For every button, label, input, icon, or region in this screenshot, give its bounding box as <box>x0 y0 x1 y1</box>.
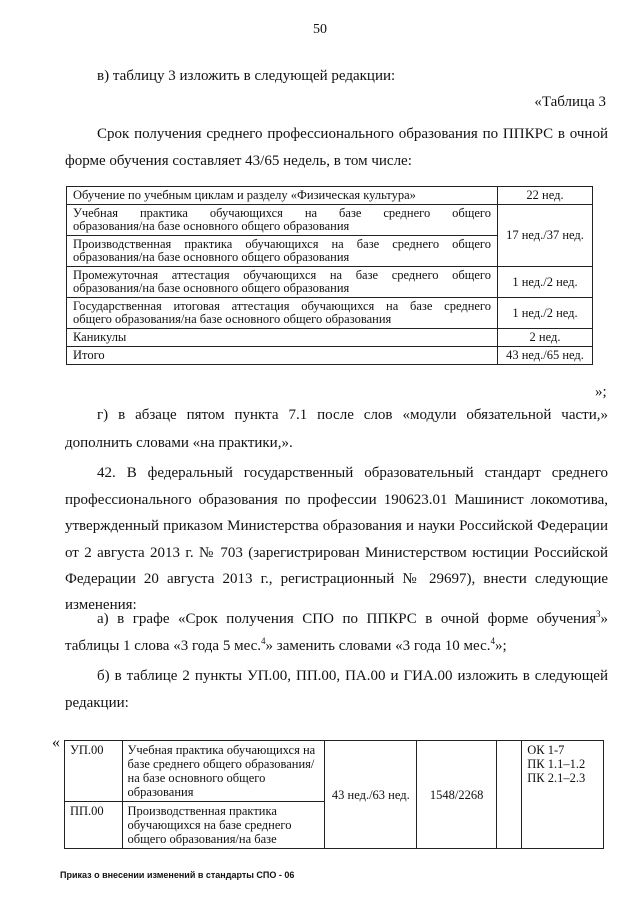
table-row <box>67 347 593 365</box>
text-cell: Учебная практика обучающихся на базе среднего общего образования/на базе основного общего образования <box>122 741 325 802</box>
row-value: 1 нед./2 нед. <box>498 267 593 298</box>
row-label <box>67 236 498 267</box>
label-line: общего образования/на базе основного общего образования <box>73 312 392 326</box>
para-g-line2: дополнить словами «на практики,». <box>65 435 293 451</box>
table-row <box>65 741 604 802</box>
para-42-line6: изменения: <box>65 597 137 613</box>
row-label: Каникулы <box>67 329 498 347</box>
row-label <box>67 267 498 298</box>
code-cell: УП.00 <box>65 741 123 802</box>
para-42-line5: Федерации 20 августа 2013 г., регистрационный № 29697), внести следующие <box>65 571 608 587</box>
para-g-line1: г) в абзаце пятом пункта 7.1 после слов «модули обязательной части,» <box>97 407 608 423</box>
footnote-ref: 4 <box>261 636 266 646</box>
table-3 <box>66 186 593 365</box>
competency-cell <box>522 741 604 849</box>
text: таблицы 1 слова «3 года 5 мес. <box>65 638 262 654</box>
row-label: Итого <box>67 347 498 365</box>
footnote-ref: 3 <box>596 609 601 619</box>
table-closing-quote: »; <box>595 384 607 400</box>
text: а) в графе «Срок получения СПО по ППКРС в очной форме обучения <box>97 611 596 627</box>
row-value: 43 нед./65 нед. <box>498 347 593 365</box>
row-value: 1 нед./2 нед. <box>498 298 593 329</box>
row-label <box>67 298 498 329</box>
footnote-ref: 4 <box>490 636 495 646</box>
para-b-line2: редакции: <box>65 695 129 711</box>
label-line: Учебная практика обучающихся на базе среднего общего <box>73 206 491 220</box>
para-42-line1: 42. В федеральный государственный образовательный стандарт среднего <box>97 465 608 481</box>
row-value: 22 нед. <box>498 187 593 205</box>
row-value: 2 нед. <box>498 329 593 347</box>
hours-cell: 1548/2268 <box>417 741 497 849</box>
label-line: Производственная практика обучающихся на базе среднего общего <box>73 237 491 251</box>
para-42-line4: от 2 августа 2013 г. № 703 (зарегистрирован Министерством юстиции Российской <box>65 545 608 561</box>
text: » <box>600 611 608 627</box>
label-line: Государственная итоговая аттестация обучающихся на базе среднего <box>73 299 491 313</box>
row-label <box>67 205 498 236</box>
table-row <box>67 329 593 347</box>
code-cell: ПП.00 <box>65 802 123 849</box>
footer: Приказ о внесении изменений в стандарты СПО - 06 <box>60 870 295 880</box>
intro-line: в) таблицу 3 изложить в следующей редакции: <box>97 68 396 84</box>
empty-cell <box>496 741 521 849</box>
para-srok-line2: форме обучения составляет 43/65 недель, в том числе: <box>65 153 412 169</box>
label-line: образования/на базе основного общего образования <box>73 219 350 233</box>
table-row <box>67 267 593 298</box>
para-42-line2: профессионального образования по профессии 190623.01 Машинист локомотива, <box>65 492 608 508</box>
para-a-line2 <box>65 636 507 656</box>
competency: ПК 1.1–1.2 <box>527 757 586 771</box>
competency: ПК 2.1–2.3 <box>527 771 586 785</box>
para-a-line1 <box>97 609 608 629</box>
table2-open-quote: « <box>52 734 60 751</box>
para-b-line1: б) в таблице 2 пункты УП.00, ПП.00, ПА.00 и ГИА.00 изложить в следующей <box>97 668 608 684</box>
label-line: Промежуточная аттестация обучающихся на базе среднего общего <box>73 268 491 282</box>
row-value: 17 нед./37 нед. <box>498 205 593 267</box>
para-srok-line1: Срок получения среднего профессионального образования по ППКРС в очной <box>97 126 608 142</box>
label-line: образования/на базе основного общего образования <box>73 250 350 264</box>
competency: ОК 1-7 <box>527 743 565 757</box>
table-ref: «Таблица 3 <box>534 94 606 110</box>
label-line: образования/на базе основного общего образования <box>73 281 350 295</box>
para-42-line3: утвержденный приказом Министерства образования и науки Российской Федерации <box>65 518 608 534</box>
page-number: 50 <box>313 22 327 37</box>
table-row <box>67 187 593 205</box>
weeks-cell: 43 нед./63 нед. <box>325 741 417 849</box>
text: »; <box>495 638 507 654</box>
table-2 <box>64 740 604 849</box>
table-row <box>67 298 593 329</box>
text-cell: Производственная практика обучающихся на базе среднего общего образования/на базе <box>122 802 325 849</box>
table-row <box>67 205 593 236</box>
row-label: Обучение по учебным циклам и разделу «Физическая культура» <box>67 187 498 205</box>
text: » заменить словами «3 года 10 мес. <box>265 638 491 654</box>
